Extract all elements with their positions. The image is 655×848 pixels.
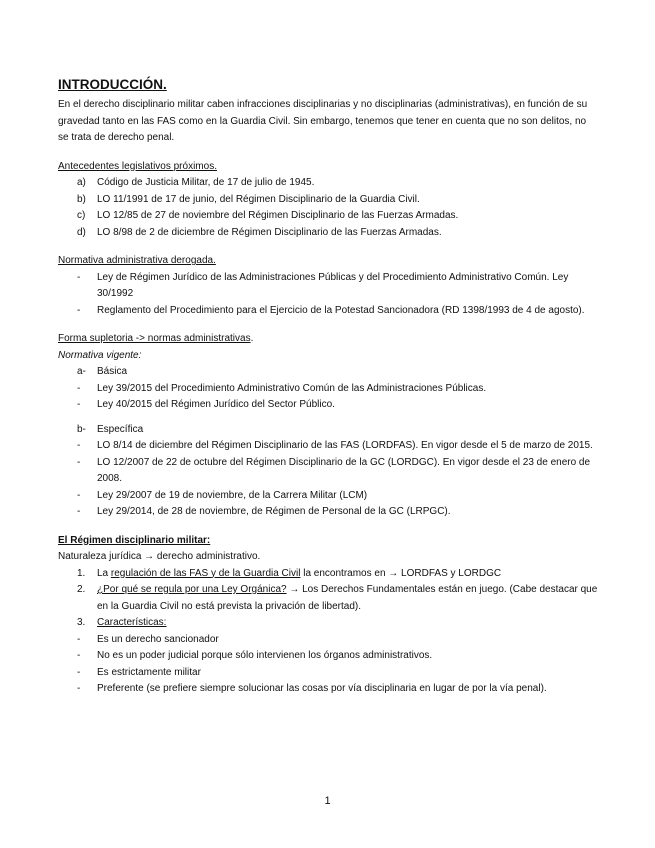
list-item-text: Reglamento del Procedimiento para el Ejercicio de la Potestad Sancionadora (RD 1398/1993 de 4 de agosto). [97, 304, 585, 316]
list-marker: - [77, 683, 81, 694]
list-item [58, 303, 598, 320]
list-item [58, 632, 598, 649]
derogada-heading: Normativa administrativa derogada. [58, 255, 216, 266]
list-item [58, 455, 598, 488]
list-marker: - [77, 506, 81, 517]
list-item [58, 504, 598, 521]
list-marker: - [77, 304, 81, 316]
list-item [58, 192, 598, 209]
supletoria-heading [58, 331, 598, 348]
list-item [58, 381, 598, 398]
supletoria-subheading: Normativa vigente: [58, 349, 142, 361]
list-item [58, 397, 598, 414]
list-item-text: Código de Justicia Militar, de 17 de julio de 1945. [97, 177, 315, 188]
basica-label [58, 364, 598, 381]
list-marker: - [77, 399, 81, 410]
list-item [58, 175, 598, 192]
list-item-text: LO 12/85 de 27 de noviembre del Régimen Disciplinario de las Fuerzas Armadas. [97, 210, 459, 221]
list-marker: - [77, 382, 81, 394]
list-marker: d) [77, 226, 86, 238]
list-marker: 3. [77, 617, 86, 628]
text-underlined: regulación de las FAS y de la Guardia Civil [110, 567, 301, 579]
list-item-text: Ley 39/2015 del Procedimiento Administrativo Común de las Administraciones Públicas. [97, 382, 487, 394]
list-item-text: Ley de Régimen Jurídico de las Administraciones Públicas y del Procedimiento Administrativo Común. Ley 30/1992 [97, 271, 569, 299]
text-underlined: ¿Por qué se regula por una Ley Orgánica? [97, 584, 287, 595]
list-item-text: Específica [97, 423, 144, 435]
list-marker: - [77, 633, 81, 645]
supletoria-heading-text: Forma supletoria -> normas administrativas [58, 333, 251, 344]
text-pre: La [97, 567, 111, 579]
list-item-text: Ley 40/2015 del Régimen Jurídico del Sector Público. [97, 399, 335, 410]
list-marker: 2. [77, 584, 86, 595]
list-item [58, 438, 598, 455]
list-item [58, 225, 598, 242]
page-number: 1 [324, 795, 331, 807]
intro-paragraph: En el derecho disciplinario militar caben infracciones disciplinarias y no disciplinarias (administrativas), en función de su gravedad tanto en las FAS como en la Guardia Civil. Sin embargo, tenemos que tener en cuenta que no son delitos, no se trata de derecho penal. [58, 99, 588, 143]
list-marker: a) [77, 177, 86, 188]
list-item-text: Es un derecho sancionador [97, 633, 219, 645]
list-marker: b- [77, 423, 86, 435]
document-content [58, 76, 598, 698]
list-item-text: LO 8/98 de 2 de diciembre de Régimen Disciplinario de las Fuerzas Armadas. [97, 226, 442, 238]
antecedentes-heading: Antecedentes legislativos próximos. [58, 160, 217, 172]
page-title: INTRODUCCIÓN. [58, 77, 167, 92]
list-marker: b) [77, 193, 86, 205]
text-post: → Los Derechos Fundamentales están en juego. (Cabe destacar que en la Guardia Civil no está prevista la privación de libertad). [97, 584, 598, 612]
numbered-item-2 [58, 582, 598, 615]
naturaleza-line: Naturaleza jurídica → derecho administrativo. [58, 551, 261, 562]
list-marker: - [77, 650, 81, 661]
list-item [58, 681, 598, 698]
supletoria-heading-suffix: . [250, 333, 254, 344]
numbered-item-1 [58, 566, 598, 583]
especifica-label [58, 422, 598, 439]
list-item-text: Características: [97, 617, 167, 628]
list-marker: 1. [77, 567, 86, 579]
list-marker: a- [77, 366, 86, 377]
list-item-text: Preferente (se prefiere siempre solucionar las cosas por vía disciplinaria en lugar de por la vía penal). [97, 683, 547, 694]
list-item [58, 665, 598, 682]
list-item-text: LO 8/14 de diciembre del Régimen Disciplinario de las FAS (LORDFAS). En vigor desde el 5 de marzo de 2015. [97, 440, 593, 451]
list-item-text [97, 566, 598, 583]
list-item-text: Básica [97, 366, 128, 377]
list-marker: - [77, 440, 81, 451]
list-item [58, 648, 598, 665]
list-item-text: No es un poder judicial porque sólo intervienen los órganos administrativos. [97, 650, 433, 661]
list-marker: - [77, 489, 81, 501]
list-item-text: Ley 29/2014, de 28 de noviembre, de Régimen de Personal de la GC (LRPGC). [97, 506, 451, 517]
text-post: la encontramos en → LORDFAS y LORDGC [300, 567, 502, 579]
list-item [58, 270, 598, 303]
antecedentes-list [58, 175, 598, 241]
list-marker: - [77, 271, 81, 283]
derogada-list [58, 270, 598, 320]
list-item-text [97, 582, 598, 615]
numbered-item-3 [58, 615, 598, 632]
list-marker: - [77, 666, 81, 678]
list-item-text: LO 11/1991 de 17 de junio, del Régimen Disciplinario de la Guardia Civil. [97, 193, 420, 205]
regimen-heading: El Régimen disciplinario militar: [58, 534, 211, 546]
list-item [58, 208, 598, 225]
list-marker: c) [77, 210, 86, 221]
list-item [58, 488, 598, 505]
list-item-text: Es estrictamente militar [97, 666, 201, 678]
list-item-text: LO 12/2007 de 22 de octubre del Régimen Disciplinario de la GC (LORDGC). En vigor desde el 23 de enero de 2008. [97, 456, 591, 484]
list-marker: - [77, 456, 81, 468]
list-item-text: Ley 29/2007 de 19 de noviembre, de la Carrera Militar (LCM) [97, 489, 368, 501]
